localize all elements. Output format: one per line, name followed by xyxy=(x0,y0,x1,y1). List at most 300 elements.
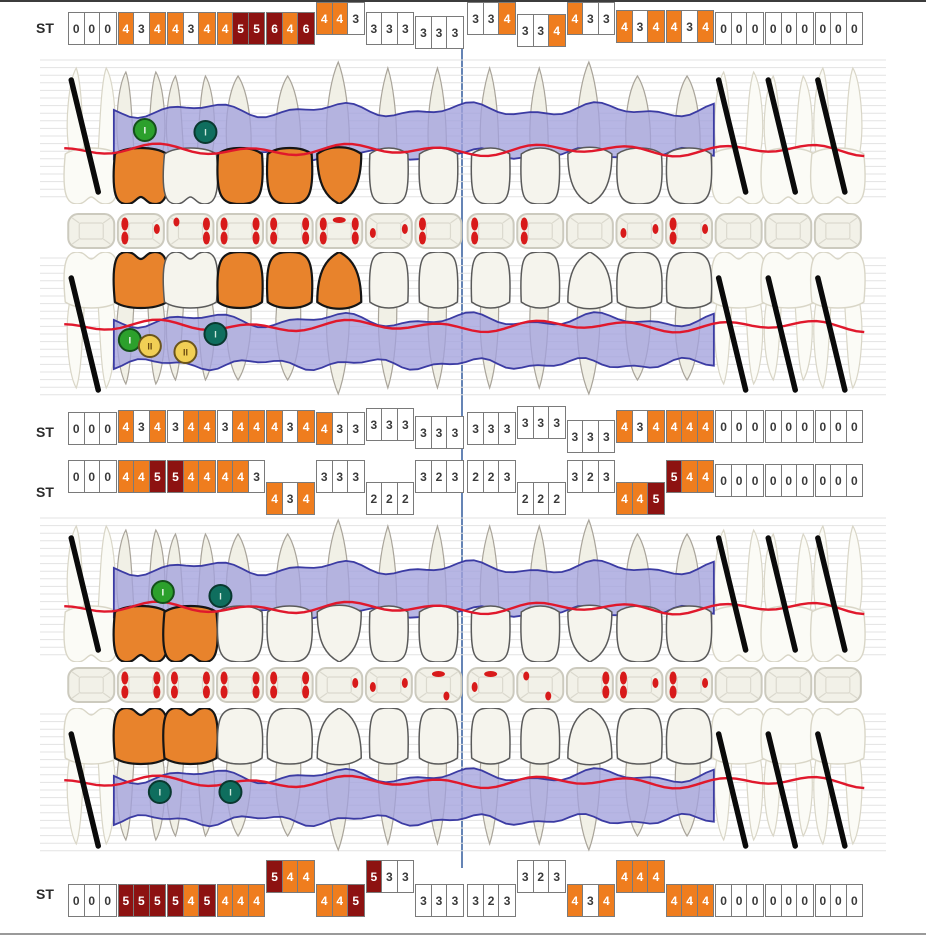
tooth-crown[interactable] xyxy=(617,708,662,764)
probing-depth-cell[interactable]: 4 xyxy=(267,483,283,514)
probing-depth-cell[interactable]: 3 xyxy=(468,885,484,916)
probing-depth-cell[interactable]: 5 xyxy=(233,13,249,44)
tooth-crown[interactable] xyxy=(217,708,262,764)
probing-depth-cell[interactable]: 3 xyxy=(583,421,599,452)
furcation-marker[interactable] xyxy=(219,781,241,803)
probing-depth-cell[interactable]: 5 xyxy=(249,13,265,44)
probing-depth-cell[interactable]: 0 xyxy=(801,893,809,908)
probing-depth-cell[interactable]: 3 xyxy=(402,417,409,432)
probing-depth-cell[interactable]: 3 xyxy=(352,421,360,436)
probing-depth-cell[interactable]: 4 xyxy=(617,861,633,892)
tooth-crown[interactable] xyxy=(163,252,218,308)
probing-depth-cell[interactable]: 3 xyxy=(451,25,459,40)
furcation-marker[interactable] xyxy=(209,585,231,607)
probing-depth-group[interactable] xyxy=(666,410,715,443)
probing-depth-cell[interactable]: 0 xyxy=(69,885,85,916)
probing-depth-cell[interactable]: 4 xyxy=(648,861,664,892)
probing-depth-cell[interactable]: 5 xyxy=(199,885,215,916)
probing-depth-cell[interactable]: 2 xyxy=(553,491,561,506)
probing-depth-cell[interactable]: 3 xyxy=(503,893,511,908)
probing-depth-cell[interactable]: 4 xyxy=(249,885,265,916)
furcation-marker[interactable] xyxy=(149,781,171,803)
furcation-marker[interactable] xyxy=(134,119,156,141)
probing-depth-cell[interactable]: 5 xyxy=(150,461,166,492)
probing-depth-cell[interactable]: 3 xyxy=(633,411,649,442)
probing-depth-group[interactable] xyxy=(366,12,415,45)
probing-depth-cell[interactable]: 4 xyxy=(568,3,584,34)
probing-depth-cell[interactable]: 5 xyxy=(667,461,683,492)
probing-depth-cell[interactable]: 4 xyxy=(199,13,215,44)
probing-depth-cell[interactable]: 3 xyxy=(382,861,398,892)
probing-depth-cell[interactable]: 0 xyxy=(801,473,809,488)
probing-depth-group[interactable] xyxy=(815,410,864,443)
tooth-crown-marked[interactable] xyxy=(114,148,169,204)
probing-depth-group[interactable] xyxy=(715,464,764,497)
probing-depth-cell[interactable]: 0 xyxy=(851,893,858,908)
tooth-crown[interactable] xyxy=(419,148,458,204)
probing-depth-cell[interactable]: 0 xyxy=(782,465,798,496)
probing-depth-group[interactable] xyxy=(316,460,365,493)
probing-depth-cell[interactable]: 3 xyxy=(603,11,610,26)
furcation-marker[interactable] xyxy=(174,341,196,363)
probing-depth-cell[interactable]: 3 xyxy=(451,425,459,440)
probing-depth-group[interactable] xyxy=(167,460,216,493)
probing-depth-cell[interactable]: 3 xyxy=(568,461,584,492)
probing-depth-cell[interactable]: 0 xyxy=(851,473,858,488)
tooth-crown[interactable] xyxy=(369,148,408,204)
occlusal-tooth[interactable] xyxy=(118,214,164,248)
probing-depth-cell[interactable]: 0 xyxy=(85,461,101,492)
probing-depth-group[interactable] xyxy=(517,860,566,893)
probing-depth-cell[interactable]: 0 xyxy=(85,13,101,44)
occlusal-tooth[interactable] xyxy=(316,214,362,248)
probing-depth-cell[interactable]: 4 xyxy=(633,483,649,514)
probing-depth-group[interactable] xyxy=(68,12,117,45)
probing-depth-cell[interactable]: 0 xyxy=(732,13,748,44)
probing-depth-cell[interactable]: 0 xyxy=(766,465,782,496)
probing-depth-cell[interactable]: 0 xyxy=(69,461,85,492)
probing-depth-cell[interactable]: 3 xyxy=(352,469,360,484)
tooth-crown[interactable] xyxy=(568,708,612,765)
probing-depth-cell[interactable]: 3 xyxy=(168,411,184,442)
probing-depth-cell[interactable]: 3 xyxy=(484,3,500,34)
probing-depth-cell[interactable]: 4 xyxy=(549,15,565,46)
occlusal-tooth[interactable] xyxy=(716,668,762,702)
probing-depth-cell[interactable]: 3 xyxy=(416,885,432,916)
probing-depth-group[interactable] xyxy=(316,2,365,35)
probing-depth-cell[interactable]: 0 xyxy=(751,893,759,908)
probing-depth-group[interactable] xyxy=(415,16,464,49)
probing-depth-cell[interactable]: 2 xyxy=(432,461,448,492)
probing-depth-cell[interactable]: 4 xyxy=(667,885,683,916)
occlusal-tooth[interactable] xyxy=(167,214,213,248)
probing-depth-group[interactable] xyxy=(666,460,715,493)
occlusal-tooth[interactable] xyxy=(765,668,811,702)
probing-depth-cell[interactable]: 4 xyxy=(682,411,698,442)
probing-depth-cell[interactable]: 0 xyxy=(801,419,809,434)
probing-depth-cell[interactable]: 4 xyxy=(267,411,283,442)
tooth-crown-marked[interactable] xyxy=(114,708,169,764)
probing-depth-cell[interactable]: 0 xyxy=(831,13,847,44)
tooth-crown[interactable] xyxy=(471,252,510,308)
occlusal-tooth[interactable] xyxy=(666,214,712,248)
probing-depth-group[interactable] xyxy=(567,884,616,917)
probing-depth-cell[interactable]: 0 xyxy=(732,411,748,442)
probing-depth-group[interactable] xyxy=(68,460,117,493)
probing-depth-cell[interactable]: 0 xyxy=(716,13,732,44)
probing-depth-group[interactable] xyxy=(616,10,665,43)
probing-depth-cell[interactable]: 4 xyxy=(134,461,150,492)
probing-depth-cell[interactable]: 3 xyxy=(682,11,698,42)
probing-depth-cell[interactable]: 3 xyxy=(382,409,398,440)
probing-depth-cell[interactable]: 6 xyxy=(298,13,314,44)
occlusal-tooth[interactable] xyxy=(517,214,563,248)
probing-depth-group[interactable] xyxy=(567,420,616,453)
tooth-crown-marked[interactable] xyxy=(114,606,169,662)
probing-depth-cell[interactable]: 4 xyxy=(218,13,234,44)
probing-depth-cell[interactable]: 4 xyxy=(150,411,166,442)
tooth-crown[interactable] xyxy=(666,708,711,764)
probing-depth-cell[interactable]: 4 xyxy=(698,411,714,442)
probing-depth-cell[interactable]: 5 xyxy=(168,461,184,492)
probing-depth-cell[interactable]: 4 xyxy=(499,3,515,34)
probing-depth-cell[interactable]: 0 xyxy=(851,419,858,434)
probing-depth-cell[interactable]: 3 xyxy=(317,461,333,492)
tooth-crown[interactable] xyxy=(568,252,612,309)
occlusal-tooth[interactable] xyxy=(415,668,461,702)
probing-depth-cell[interactable]: 0 xyxy=(766,13,782,44)
probing-depth-group[interactable] xyxy=(167,410,216,443)
tooth-crown[interactable] xyxy=(419,708,458,764)
probing-depth-cell[interactable]: 0 xyxy=(751,473,759,488)
furcation-marker[interactable] xyxy=(119,329,141,351)
probing-depth-cell[interactable]: 4 xyxy=(682,885,698,916)
probing-depth-cell[interactable]: 4 xyxy=(648,11,664,42)
probing-depth-cell[interactable]: 3 xyxy=(184,13,200,44)
probing-depth-cell[interactable]: 4 xyxy=(617,483,633,514)
probing-depth-cell[interactable]: 4 xyxy=(150,13,166,44)
probing-depth-cell[interactable]: 3 xyxy=(253,469,260,484)
probing-depth-cell[interactable]: 4 xyxy=(218,461,234,492)
probing-depth-group[interactable] xyxy=(415,884,464,917)
probing-depth-cell[interactable]: 0 xyxy=(751,21,759,36)
probing-depth-group[interactable] xyxy=(415,460,464,493)
probing-depth-cell[interactable]: 3 xyxy=(603,469,610,484)
tooth-crown[interactable] xyxy=(617,606,662,662)
probing-depth-cell[interactable]: 5 xyxy=(168,885,184,916)
probing-depth-cell[interactable]: 3 xyxy=(553,869,561,884)
probing-depth-group[interactable] xyxy=(366,408,415,441)
probing-depth-cell[interactable]: 3 xyxy=(518,407,534,438)
tooth-crown[interactable] xyxy=(617,252,662,308)
probing-depth-cell[interactable]: 4 xyxy=(317,885,333,916)
probing-depth-cell[interactable]: 4 xyxy=(298,483,314,514)
probing-depth-group[interactable] xyxy=(567,2,616,35)
probing-depth-cell[interactable]: 4 xyxy=(667,411,683,442)
probing-depth-cell[interactable]: 3 xyxy=(503,421,511,436)
occlusal-tooth[interactable] xyxy=(267,668,313,702)
probing-depth-cell[interactable]: 3 xyxy=(402,21,409,36)
probing-depth-group[interactable] xyxy=(167,884,216,917)
tooth-crown[interactable] xyxy=(317,605,361,662)
probing-depth-cell[interactable]: 2 xyxy=(518,483,534,514)
probing-depth-cell[interactable]: 3 xyxy=(583,885,599,916)
probing-depth-cell[interactable]: 0 xyxy=(716,465,732,496)
probing-depth-group[interactable] xyxy=(118,460,167,493)
probing-depth-cell[interactable]: 3 xyxy=(283,411,299,442)
tooth-crown[interactable] xyxy=(521,708,560,764)
occlusal-tooth[interactable] xyxy=(68,668,114,702)
tooth-crown[interactable] xyxy=(521,252,560,308)
probing-depth-group[interactable] xyxy=(266,410,315,443)
probing-depth-cell[interactable]: 3 xyxy=(583,3,599,34)
probing-depth-cell[interactable]: 0 xyxy=(816,411,832,442)
probing-depth-cell[interactable]: 3 xyxy=(367,13,383,44)
probing-depth-cell[interactable]: 2 xyxy=(534,483,550,514)
occlusal-tooth[interactable] xyxy=(217,214,263,248)
probing-depth-cell[interactable]: 5 xyxy=(134,885,150,916)
probing-depth-cell[interactable]: 0 xyxy=(782,885,798,916)
probing-depth-cell[interactable]: 4 xyxy=(617,11,633,42)
tooth-crown[interactable] xyxy=(267,708,312,764)
probing-depth-cell[interactable]: 0 xyxy=(104,469,112,484)
probing-depth-cell[interactable]: 2 xyxy=(534,861,550,892)
probing-depth-cell[interactable]: 0 xyxy=(831,411,847,442)
occlusal-tooth[interactable] xyxy=(616,668,662,702)
probing-depth-group[interactable] xyxy=(118,12,167,45)
probing-depth-group[interactable] xyxy=(715,12,764,45)
probing-depth-cell[interactable]: 4 xyxy=(682,461,698,492)
probing-depth-group[interactable] xyxy=(765,410,814,443)
probing-depth-cell[interactable]: 5 xyxy=(648,483,664,514)
probing-depth-cell[interactable]: 3 xyxy=(416,417,432,448)
probing-depth-cell[interactable]: 4 xyxy=(599,885,615,916)
probing-depth-group[interactable] xyxy=(467,412,516,445)
tooth-crown-marked[interactable] xyxy=(163,708,218,764)
probing-depth-cell[interactable]: 4 xyxy=(233,411,249,442)
probing-depth-cell[interactable]: 3 xyxy=(432,17,448,48)
probing-depth-group[interactable] xyxy=(567,460,616,493)
probing-depth-group[interactable] xyxy=(118,884,167,917)
tooth-crown[interactable] xyxy=(568,605,612,662)
probing-depth-cell[interactable]: 4 xyxy=(199,411,215,442)
probing-depth-cell[interactable]: 3 xyxy=(283,483,299,514)
probing-depth-cell[interactable]: 0 xyxy=(69,413,85,444)
probing-depth-cell[interactable]: 4 xyxy=(667,11,683,42)
tooth-crown[interactable] xyxy=(419,606,458,662)
probing-depth-cell[interactable]: 4 xyxy=(333,885,349,916)
probing-depth-cell[interactable]: 0 xyxy=(85,413,101,444)
probing-depth-cell[interactable]: 6 xyxy=(267,13,283,44)
probing-depth-cell[interactable]: 3 xyxy=(382,13,398,44)
probing-depth-cell[interactable]: 2 xyxy=(468,461,484,492)
occlusal-tooth[interactable] xyxy=(468,668,514,702)
probing-depth-cell[interactable]: 3 xyxy=(468,413,484,444)
probing-depth-cell[interactable]: 4 xyxy=(298,411,314,442)
probing-depth-group[interactable] xyxy=(217,460,266,493)
probing-depth-cell[interactable]: 0 xyxy=(782,13,798,44)
probing-depth-group[interactable] xyxy=(467,884,516,917)
probing-depth-group[interactable] xyxy=(266,482,315,515)
probing-depth-group[interactable] xyxy=(266,860,315,893)
tooth-crown-marked[interactable] xyxy=(217,252,262,308)
probing-depth-cell[interactable]: 3 xyxy=(333,413,349,444)
furcation-marker[interactable] xyxy=(152,581,174,603)
probing-depth-cell[interactable]: 4 xyxy=(283,861,299,892)
occlusal-tooth[interactable] xyxy=(217,668,263,702)
probing-depth-cell[interactable]: 4 xyxy=(633,861,649,892)
probing-depth-cell[interactable]: 0 xyxy=(816,13,832,44)
probing-depth-cell[interactable]: 3 xyxy=(416,17,432,48)
probing-depth-cell[interactable]: 3 xyxy=(451,469,459,484)
probing-depth-group[interactable] xyxy=(815,464,864,497)
probing-depth-cell[interactable]: 2 xyxy=(484,461,500,492)
tooth-crown[interactable] xyxy=(617,148,662,204)
probing-depth-group[interactable] xyxy=(467,460,516,493)
probing-depth-cell[interactable]: 5 xyxy=(119,885,135,916)
probing-depth-cell[interactable]: 4 xyxy=(317,413,333,444)
probing-depth-cell[interactable]: 4 xyxy=(648,411,664,442)
probing-depth-cell[interactable]: 5 xyxy=(267,861,283,892)
probing-depth-cell[interactable]: 4 xyxy=(119,13,135,44)
probing-depth-group[interactable] xyxy=(715,410,764,443)
tooth-crown-marked[interactable] xyxy=(267,148,312,204)
probing-depth-cell[interactable]: 3 xyxy=(451,893,459,908)
probing-depth-cell[interactable]: 4 xyxy=(119,461,135,492)
probing-depth-cell[interactable]: 4 xyxy=(283,13,299,44)
probing-depth-group[interactable] xyxy=(765,12,814,45)
probing-depth-group[interactable] xyxy=(366,860,415,893)
probing-depth-cell[interactable]: 0 xyxy=(732,465,748,496)
probing-depth-cell[interactable]: 5 xyxy=(150,885,166,916)
probing-depth-cell[interactable]: 3 xyxy=(553,415,561,430)
probing-depth-cell[interactable]: 4 xyxy=(249,411,265,442)
probing-depth-cell[interactable]: 4 xyxy=(199,461,215,492)
probing-depth-group[interactable] xyxy=(266,12,315,45)
probing-depth-group[interactable] xyxy=(217,884,266,917)
probing-depth-cell[interactable]: 4 xyxy=(333,3,349,34)
tooth-crown-marked[interactable] xyxy=(217,148,262,204)
occlusal-tooth[interactable] xyxy=(267,214,313,248)
probing-depth-cell[interactable]: 5 xyxy=(348,885,364,916)
occlusal-tooth[interactable] xyxy=(517,668,563,702)
probing-depth-cell[interactable]: 3 xyxy=(568,421,584,452)
probing-depth-cell[interactable]: 3 xyxy=(432,885,448,916)
probing-depth-group[interactable] xyxy=(616,860,665,893)
probing-depth-group[interactable] xyxy=(167,12,216,45)
tooth-crown[interactable] xyxy=(317,708,361,765)
tooth-crown[interactable] xyxy=(521,606,560,662)
probing-depth-cell[interactable]: 4 xyxy=(233,885,249,916)
probing-depth-cell[interactable]: 0 xyxy=(716,885,732,916)
probing-depth-group[interactable] xyxy=(715,884,764,917)
tooth-crown[interactable] xyxy=(666,252,711,308)
probing-depth-group[interactable] xyxy=(415,416,464,449)
probing-depth-cell[interactable]: 4 xyxy=(184,885,200,916)
probing-depth-group[interactable] xyxy=(765,464,814,497)
probing-depth-cell[interactable]: 2 xyxy=(583,461,599,492)
probing-depth-group[interactable] xyxy=(517,14,566,47)
probing-depth-cell[interactable]: 3 xyxy=(352,11,360,26)
probing-depth-cell[interactable]: 3 xyxy=(534,15,550,46)
tooth-crown[interactable] xyxy=(163,148,218,204)
probing-depth-cell[interactable]: 0 xyxy=(104,893,112,908)
probing-depth-cell[interactable]: 3 xyxy=(503,469,511,484)
tooth-crown[interactable] xyxy=(568,147,612,204)
tooth-crown[interactable] xyxy=(369,606,408,662)
occlusal-tooth[interactable] xyxy=(68,214,114,248)
probing-depth-cell[interactable]: 4 xyxy=(568,885,584,916)
tooth-crown-marked[interactable] xyxy=(163,606,218,662)
probing-depth-group[interactable] xyxy=(765,884,814,917)
probing-depth-cell[interactable]: 0 xyxy=(69,13,85,44)
probing-depth-cell[interactable]: 0 xyxy=(104,421,112,436)
occlusal-tooth[interactable] xyxy=(167,668,213,702)
occlusal-tooth[interactable] xyxy=(815,214,861,248)
probing-depth-group[interactable] xyxy=(666,10,715,43)
tooth-crown[interactable] xyxy=(267,606,312,662)
tooth-crown[interactable] xyxy=(369,708,408,764)
probing-depth-cell[interactable]: 4 xyxy=(298,861,314,892)
probing-depth-cell[interactable]: 3 xyxy=(603,429,610,444)
probing-depth-group[interactable] xyxy=(815,884,864,917)
probing-depth-cell[interactable]: 2 xyxy=(382,483,398,514)
probing-depth-group[interactable] xyxy=(517,406,566,439)
occlusal-tooth[interactable] xyxy=(567,214,613,248)
probing-depth-cell[interactable]: 0 xyxy=(816,885,832,916)
probing-depth-group[interactable] xyxy=(616,482,665,515)
probing-depth-cell[interactable]: 0 xyxy=(831,465,847,496)
furcation-marker[interactable] xyxy=(139,335,161,357)
tooth-crown-marked[interactable] xyxy=(317,252,361,309)
tooth-crown-marked[interactable] xyxy=(114,252,169,308)
probing-depth-cell[interactable]: 3 xyxy=(484,413,500,444)
occlusal-tooth[interactable] xyxy=(666,668,712,702)
probing-depth-group[interactable] xyxy=(815,12,864,45)
probing-depth-cell[interactable]: 4 xyxy=(698,11,714,42)
furcation-marker[interactable] xyxy=(194,121,216,143)
probing-depth-cell[interactable]: 3 xyxy=(402,869,409,884)
probing-depth-cell[interactable]: 0 xyxy=(831,885,847,916)
tooth-crown-marked[interactable] xyxy=(267,252,312,308)
probing-depth-group[interactable] xyxy=(316,412,365,445)
occlusal-tooth[interactable] xyxy=(765,214,811,248)
occlusal-tooth[interactable] xyxy=(616,214,662,248)
probing-depth-cell[interactable]: 3 xyxy=(134,411,150,442)
probing-depth-cell[interactable]: 3 xyxy=(633,11,649,42)
probing-depth-group[interactable] xyxy=(616,410,665,443)
tooth-crown[interactable] xyxy=(369,252,408,308)
probing-depth-cell[interactable]: 4 xyxy=(119,411,135,442)
probing-depth-cell[interactable]: 0 xyxy=(716,411,732,442)
occlusal-tooth[interactable] xyxy=(316,668,362,702)
tooth-crown[interactable] xyxy=(217,606,262,662)
probing-depth-cell[interactable]: 4 xyxy=(184,461,200,492)
occlusal-tooth[interactable] xyxy=(567,668,613,702)
probing-depth-group[interactable] xyxy=(366,482,415,515)
tooth-crown[interactable] xyxy=(471,708,510,764)
probing-depth-cell[interactable]: 3 xyxy=(534,407,550,438)
probing-depth-cell[interactable]: 0 xyxy=(816,465,832,496)
furcation-marker[interactable] xyxy=(204,323,226,345)
probing-depth-cell[interactable]: 0 xyxy=(85,885,101,916)
tooth-crown[interactable] xyxy=(419,252,458,308)
probing-depth-group[interactable] xyxy=(467,2,516,35)
tooth-crown-marked[interactable] xyxy=(317,147,361,204)
probing-depth-cell[interactable]: 0 xyxy=(801,21,809,36)
probing-depth-cell[interactable]: 3 xyxy=(518,861,534,892)
probing-depth-cell[interactable]: 3 xyxy=(468,3,484,34)
